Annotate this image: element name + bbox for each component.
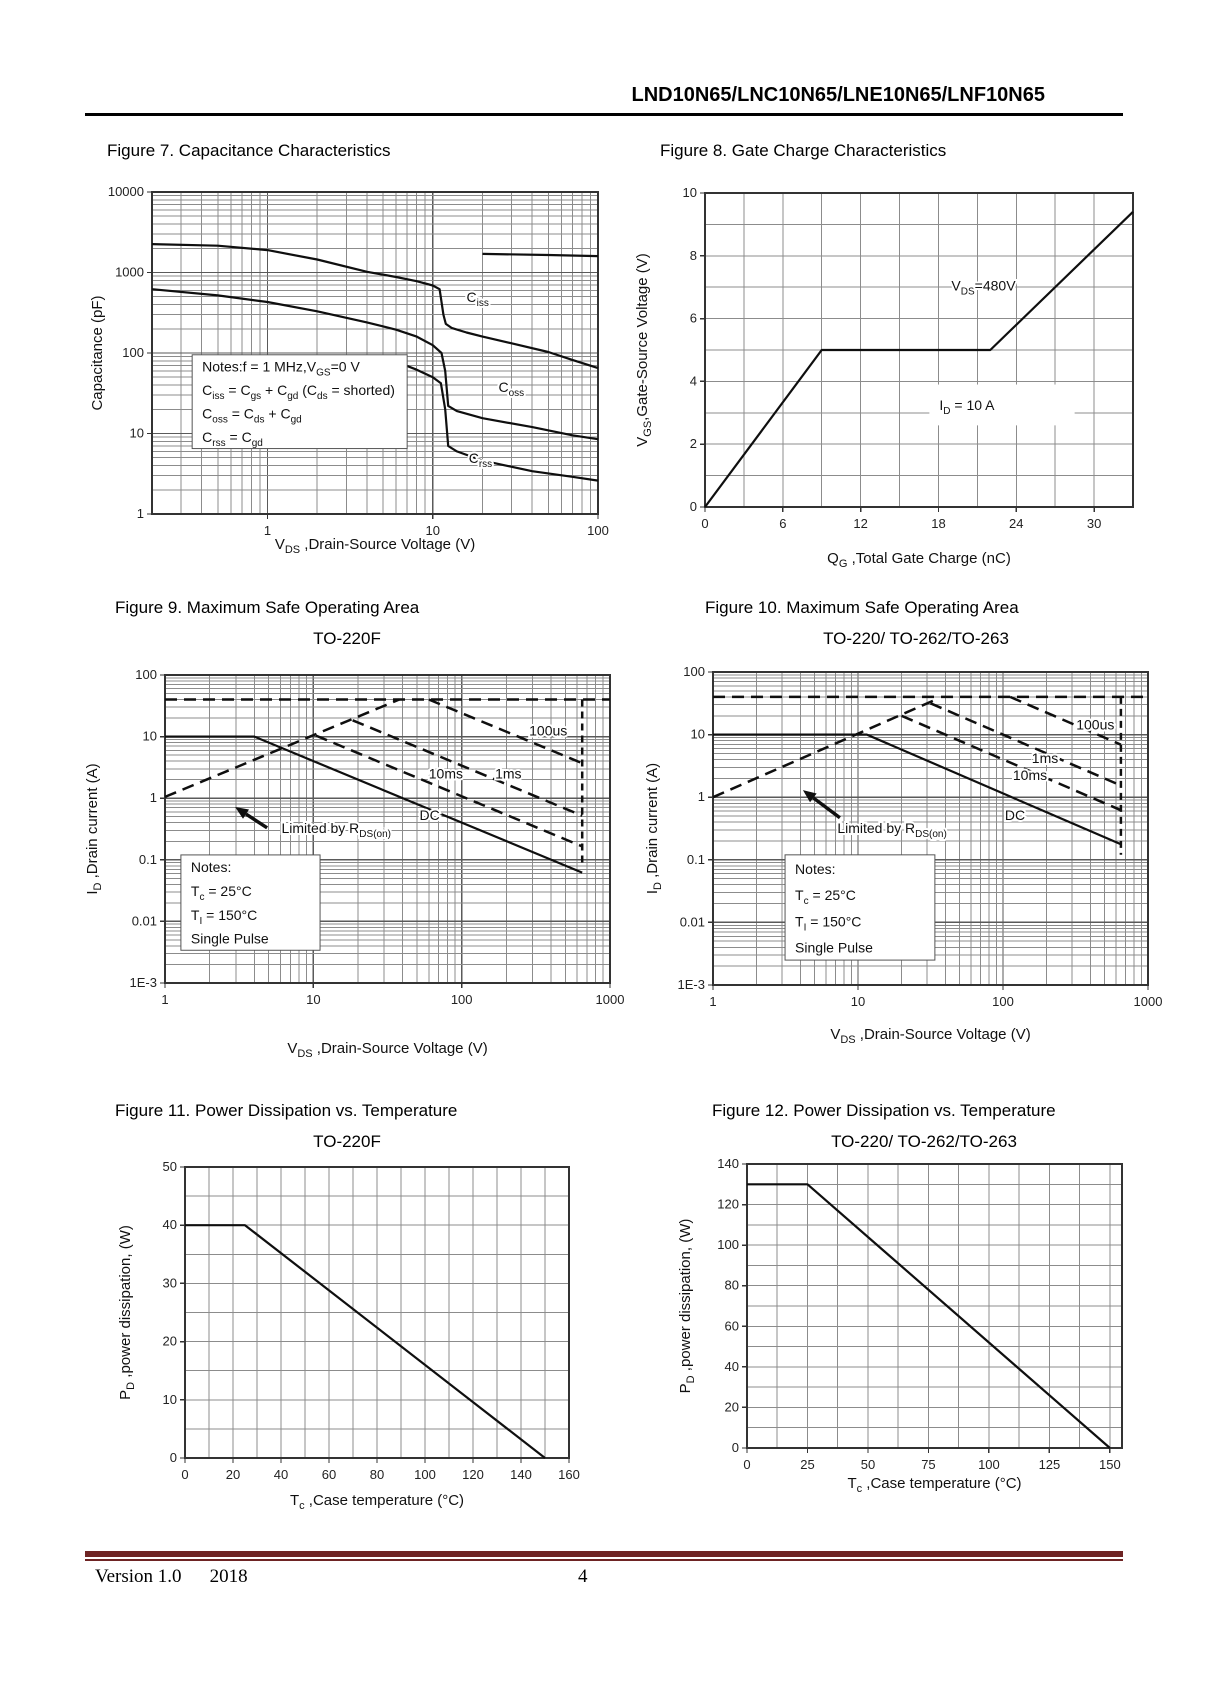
svg-text:Single Pulse: Single Pulse: [795, 939, 873, 956]
figure7-title: Figure 7. Capacitance Characteristics: [107, 141, 391, 160]
svg-text:1000: 1000: [1133, 994, 1163, 1009]
svg-text:Coss = Cds + Cgd: $C_{oss} = C_{ds} + C_{gd}$: [202, 405, 302, 426]
svg-text:10ms: 10ms: [1012, 766, 1048, 783]
svg-text:Notes:: Notes:: [190, 859, 232, 876]
footer-rule-thin: [85, 1559, 1123, 1561]
svg-text:10: 10: [690, 726, 705, 742]
svg-text:40: 40: [724, 1358, 739, 1374]
svg-text:Crss = Cgd: $C_{rss} = C_{gd}$: [202, 428, 263, 449]
svg-text:0.1: 0.1: [138, 851, 157, 867]
svg-text:Tc = 25°C: $T_c = 25^\circ C$: [795, 887, 856, 908]
svg-text:140: 140: [510, 1467, 532, 1482]
svg-text:20: 20: [225, 1467, 241, 1482]
svg-text:20: 20: [162, 1333, 177, 1349]
figure8-title: Figure 8. Gate Charge Characteristics: [660, 141, 947, 160]
svg-text:100: 100: [683, 664, 705, 679]
series-Ciss_flat: [483, 254, 599, 256]
svg-text:Limited by RDS(on): Limited by $R_{DS(on)}$: [837, 819, 947, 840]
svg-text:Capacitance (pF): Capacitance (pF): [89, 295, 106, 411]
svg-text:1E-3: 1E-3: [677, 977, 705, 992]
svg-text:1: 1: [161, 992, 169, 1007]
figure9-subtitle: TO-220F: [313, 629, 381, 648]
svg-text:ID = 10 A: $I_D = 10$ A: [939, 396, 995, 417]
svg-text:50: 50: [162, 1159, 177, 1174]
svg-text:75: 75: [921, 1457, 936, 1472]
svg-text:40: 40: [162, 1217, 177, 1233]
svg-text:1000: 1000: [115, 264, 144, 280]
svg-text:0: 0: [731, 1440, 739, 1455]
svg-text:100us: 100us: [1076, 716, 1115, 733]
svg-text:0: 0: [181, 1467, 189, 1482]
svg-text:100: 100: [978, 1457, 1000, 1472]
svg-text:10: 10: [850, 994, 866, 1009]
svg-text:Tc = 25°C: $T_c = 25^\circ C$: [190, 882, 252, 903]
figure11-subtitle: TO-220F: [313, 1132, 381, 1151]
series-Ciss: [152, 244, 598, 368]
header-rule: [85, 113, 1123, 116]
svg-text:1: 1: [136, 506, 144, 521]
svg-text:0: 0: [743, 1457, 751, 1472]
svg-text:10: 10: [162, 1391, 177, 1407]
svg-text:10: 10: [682, 185, 697, 200]
svg-text:6: 6: [689, 310, 697, 326]
svg-text:DC: DC: [419, 807, 440, 824]
svg-text:2: 2: [689, 436, 697, 452]
svg-text:80: 80: [724, 1277, 739, 1293]
svg-text:100: 100: [414, 1467, 436, 1482]
footer-version: [95, 1566, 248, 1588]
svg-text:24: 24: [1009, 516, 1024, 531]
figure10-title: Figure 10. Maximum Safe Operating Area: [705, 598, 1019, 617]
svg-text:1: 1: [697, 789, 705, 805]
svg-text:18: 18: [931, 516, 946, 531]
svg-text:10: 10: [425, 523, 440, 538]
footer-page-number: 4: [578, 1566, 588, 1587]
svg-text:1: 1: [149, 790, 157, 806]
svg-text:10: 10: [306, 992, 321, 1007]
svg-text:1ms: 1ms: [495, 765, 522, 782]
svg-text:100: 100: [717, 1237, 739, 1253]
svg-text:DC: DC: [1004, 807, 1026, 824]
svg-text:1ms: 1ms: [1031, 750, 1059, 767]
figure9-chart: [70, 650, 630, 1070]
svg-text:100: 100: [450, 992, 473, 1007]
svg-text:QG ,Total Gate Charge (nC): $Q_G$ ,Total Gate Charge (nC): [827, 550, 1011, 570]
footer-rule-thick: [85, 1551, 1123, 1557]
svg-text:10ms: 10ms: [428, 765, 463, 782]
svg-text:80: 80: [369, 1467, 385, 1482]
svg-text:Crss: $C_{rss}$: [468, 450, 493, 471]
svg-text:140: 140: [717, 1156, 739, 1171]
svg-text:120: 120: [717, 1196, 739, 1212]
svg-text:0: 0: [169, 1450, 177, 1465]
figure10-chart: [620, 650, 1195, 1065]
svg-text:Tc ,Case temperature (°C): $T_c$ ,Case temperature (°C): [289, 1492, 465, 1512]
svg-text:0.1: 0.1: [686, 851, 705, 867]
svg-text:TI = 150°C: $T_I = 150^\circ C$: [795, 913, 862, 934]
svg-text:50: 50: [860, 1457, 876, 1472]
figure11-chart: [100, 1140, 600, 1520]
svg-text:Tc ,Case temperature (°C): $T_c$ ,Case temperature (°C): [847, 1475, 1022, 1495]
svg-text:30: 30: [162, 1275, 177, 1291]
svg-text:0.01: 0.01: [131, 913, 157, 929]
svg-text:VDS=480V: $V_{DS}=480V$: [951, 277, 1016, 298]
svg-text:6: 6: [779, 516, 787, 531]
svg-text:VGS,Gate-Source Voltage (V): $V_{GS},Gate$-Source Voltage (V): [634, 253, 654, 447]
svg-text:100: 100: [122, 345, 144, 360]
svg-text:60: 60: [724, 1318, 739, 1334]
svg-text:Limited by RDS(on): Limited by $R_{DS(on)}$: [281, 820, 391, 841]
svg-text:100: 100: [587, 523, 609, 538]
figure12-title: Figure 12. Power Dissipation vs. Temperature: [712, 1101, 1056, 1120]
svg-text:Notes:: Notes:: [795, 860, 836, 877]
svg-text:60: 60: [321, 1467, 337, 1482]
page-title: LND10N65/LNC10N65/LNE10N65/LNF10N65: [631, 84, 1045, 106]
svg-text:PD ,power dissipation, (W): $P_D$ ,power dissipation, (W): [677, 1218, 697, 1394]
figure9-title: Figure 9. Maximum Safe Operating Area: [115, 598, 420, 617]
svg-text:TI = 150°C: $T_I = 150^\circ C$: [190, 906, 258, 927]
svg-text:0: 0: [701, 516, 709, 531]
svg-text:100: 100: [135, 667, 157, 682]
svg-text:1E-3: 1E-3: [129, 975, 157, 990]
figure11-title: Figure 11. Power Dissipation vs. Temperature: [115, 1101, 458, 1120]
footer-version-label: Version 1.0: [95, 1566, 182, 1587]
svg-text:0.01: 0.01: [679, 914, 705, 930]
svg-text:VDS ,Drain-Source Voltage (V): $V_{DS}$ ,Drain-Source Voltage (V): [287, 1040, 488, 1060]
svg-text:1: 1: [263, 523, 272, 538]
svg-text:Coss: $C_{oss}$: [498, 378, 525, 399]
svg-text:1: 1: [709, 994, 717, 1009]
svg-text:120: 120: [462, 1467, 484, 1482]
svg-text:Single Pulse: Single Pulse: [190, 930, 269, 947]
svg-text:100us: 100us: [529, 722, 568, 739]
figure12-subtitle: TO-220/ TO-262/TO-263: [831, 1132, 1017, 1151]
svg-text:25: 25: [800, 1457, 815, 1472]
svg-text:10000: 10000: [107, 184, 144, 199]
footer-year: 2018: [209, 1566, 248, 1587]
svg-text:PD ,power dissipation, (W): $P_D$ ,power dissipation, (W): [117, 1225, 137, 1400]
figure10-subtitle: TO-220/ TO-262/TO-263: [823, 629, 1009, 648]
svg-text:10: 10: [129, 425, 144, 441]
svg-text:10: 10: [142, 728, 157, 744]
svg-text:4: 4: [689, 373, 697, 389]
svg-text:ID ,Drain current (A): $I_D$ ,Drain current (A): [644, 762, 664, 895]
svg-text:160: 160: [558, 1467, 580, 1482]
svg-text:0: 0: [689, 499, 697, 514]
svg-text:12: 12: [853, 516, 868, 531]
figure7-chart: [60, 160, 620, 570]
svg-text:150: 150: [1099, 1457, 1121, 1472]
svg-text:30: 30: [1086, 516, 1102, 531]
svg-text:1000: 1000: [595, 992, 625, 1007]
svg-text:100: 100: [992, 994, 1014, 1009]
svg-text:20: 20: [724, 1399, 739, 1415]
svg-text:40: 40: [273, 1467, 289, 1482]
svg-text:Notes:f = 1 MHz,VGS=0 V: Notes:f = 1 $MHz,V_{GS}=0$ V: [202, 358, 360, 379]
svg-text:VDS ,Drain-Source Voltage (V): $V_{DS}$ ,Drain-Source Voltage (V): [274, 536, 476, 556]
figure12-chart: [660, 1140, 1165, 1510]
svg-text:125: 125: [1038, 1457, 1061, 1472]
svg-text:Ciss = Cgs + Cgd (Cds = shorte: $C_{iss} = C_{gs} + C_{gd}$ ($C_{ds}$ = shorted): [202, 382, 395, 403]
svg-text:8: 8: [689, 247, 697, 263]
svg-text:Ciss: $C_{iss}$: [466, 289, 489, 310]
svg-text:VDS ,Drain-Source Voltage (V): $V_{DS}$ ,Drain-Source Voltage (V): [830, 1026, 1031, 1046]
figure8-chart: [600, 160, 1190, 580]
svg-text:ID ,Drain current (A): $I_D$ ,Drain current (A): [84, 763, 104, 895]
